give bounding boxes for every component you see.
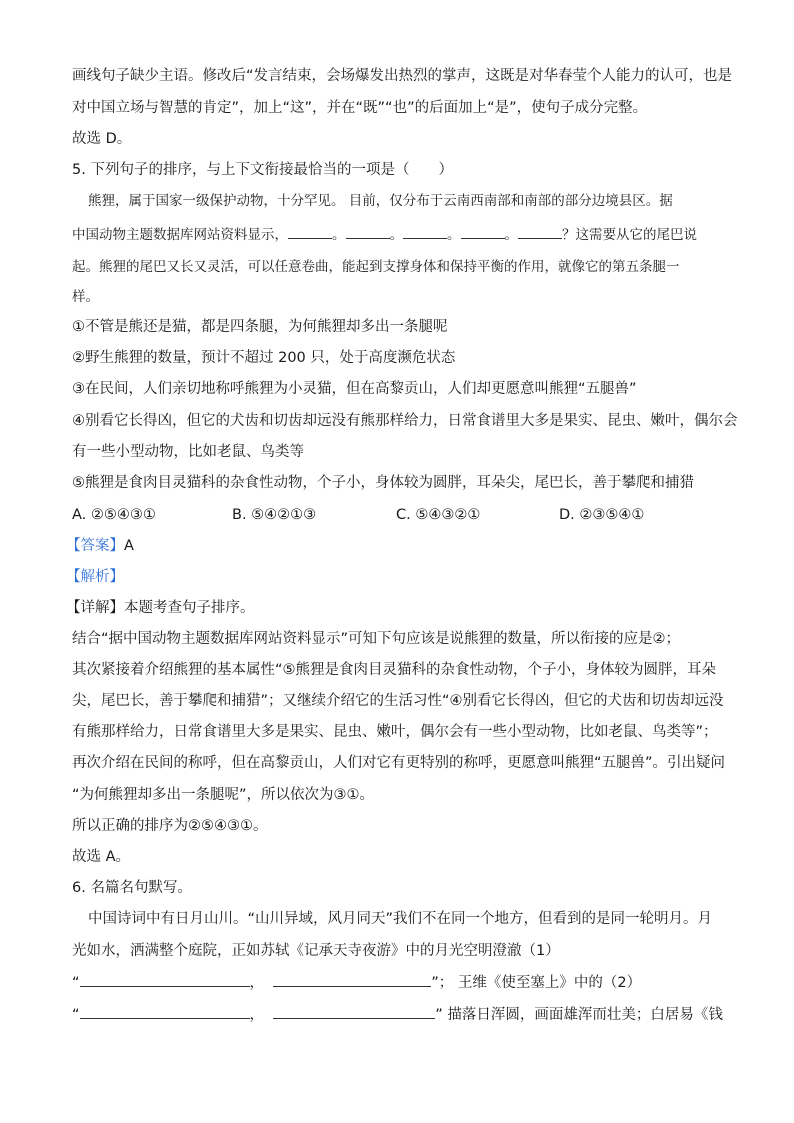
sentence-3: ③在民间，人们亲切地称呼熊狸为小灵猫，但在高黎贡山，人们却更愿意叫熊狸“五腿兽”: [72, 381, 637, 397]
blank-2-2: [273, 1004, 435, 1019]
detail-tag: 【详解】: [66, 600, 124, 616]
answer-line: [66, 536, 134, 556]
quote-mark: “: [72, 1007, 80, 1023]
explain-line-1: 结合“据中国动物主题数据库网站资料显示”可知下句应该是说熊狸的数量，所以衔接的应是②；: [72, 631, 681, 647]
separator: 。: [447, 227, 461, 243]
comma: ，: [249, 1007, 265, 1023]
intro-line-2: 对中国立场与智慧的肯定”，加上“这”，并在“既”“也”的后面加上“是”，使句子成分完整。: [72, 100, 648, 116]
explain-conclusion: 故选 A。: [72, 849, 131, 865]
q6-stem: 6. 名篇名句默写。: [72, 880, 192, 896]
blank-1: [288, 224, 332, 239]
passage-text: 中国动物主题数据库网站资料显示，: [72, 227, 288, 243]
explain-line-7: 所以正确的排序为②⑤④③①。: [72, 818, 268, 834]
detail-line: [66, 598, 255, 618]
detail-text: 本题考查句子排序。: [124, 600, 255, 616]
quote-mark: “: [72, 975, 80, 991]
option-c: C. ⑤④③②①: [396, 507, 481, 523]
separator: 。: [389, 227, 403, 243]
fill-row-1: [72, 972, 641, 993]
passage-line-1: 熊狸，属于国家一级保护动物，十分罕见。 目前，仅分布于云南西南部和南部的部分边境县区。据: [88, 193, 673, 209]
blank-2: [346, 224, 390, 239]
separator: 。: [504, 227, 518, 243]
explain-line-5: 再次介绍在民间的称呼，但在高黎贡山，人们对它有更特别的称呼，更愿意叫熊狸“五腿兽”。引出疑问: [72, 755, 726, 771]
intro-conclusion: 故选 D。: [72, 131, 132, 147]
fill-row-text: 描落日浑圆，画面雄浑而壮美；白居易《钱: [447, 1007, 723, 1023]
option-b: B. ⑤④②①③: [232, 507, 317, 523]
q5-stem: 5. 下列句子的排序，与上下文衔接最恰当的一项是（ ）: [72, 162, 453, 178]
sentence-1: ①不管是熊还是猫，都是四条腿，为何熊狸却多出一条腿呢: [72, 319, 448, 335]
passage-line-4: 样。: [72, 289, 99, 305]
blank-3: [403, 224, 447, 239]
blank-2-1: [80, 1004, 250, 1019]
blank-4: [461, 224, 505, 239]
option-d: D. ②③⑤④①: [559, 507, 645, 523]
sentence-2: ②野生熊狸的数量，预计不超过 200 只，处于高度濒危状态: [72, 350, 456, 366]
passage-line-3: 起。熊狸的尾巴又长又灵活，可以任意卷曲，能起到支撑身体和保持平衡的作用，就像它的第五条腿一: [72, 259, 680, 275]
explain-line-3: 尖，尾巴长，善于攀爬和捕猎”；又继续介绍它的生活习性“④别看它长得凶，但它的犬齿和切齿却远没: [72, 693, 724, 709]
passage-line-2: [72, 224, 697, 245]
q6-para-line-2: 光如水，洒满整个庭院，正如苏轼《记承天寺夜游》中的月光空明澄澈（1）: [72, 943, 560, 959]
quote-mark: ”；: [431, 975, 454, 991]
quote-mark: ”: [435, 1007, 443, 1023]
blank-5: [518, 224, 562, 239]
fill-row-text: 王维《使至塞上》中的（2）: [457, 975, 642, 991]
fill-row-2: [72, 1004, 723, 1025]
analysis-tag: 【解析】: [66, 569, 124, 585]
sentence-4-line-2: 有一些小型动物，比如老鼠、鸟类等: [72, 444, 304, 460]
blank-1-2: [273, 972, 431, 987]
explain-line-6: “为何熊狸却多出一条腿呢”，所以依次为③①。: [72, 787, 375, 803]
comma: ，: [249, 975, 265, 991]
passage-text: ？这需要从它的尾巴说: [562, 227, 697, 243]
answer-value: A: [124, 538, 134, 554]
blank-1-1: [80, 972, 250, 987]
explain-line-2: 其次紧接着介绍熊狸的基本属性“⑤熊狸是食肉目灵猫科的杂食性动物，个子小，身体较为圆胖，耳朵: [72, 662, 717, 678]
sentence-4-line-1: ④别看它长得凶，但它的犬齿和切齿却远没有熊那样给力，日常食谱里大多是果实、昆虫、嫩叶，偶尔会: [72, 413, 738, 429]
sentence-5: ⑤熊狸是食肉目灵猫科的杂食性动物，个子小，身体较为圆胖，耳朵尖，尾巴长，善于攀爬和捕猎: [72, 475, 694, 491]
q6-para-line-1: 中国诗词中有日月山川。“山川异域，风月同天”我们不在同一个地方，但看到的是同一轮明月。月: [88, 911, 713, 927]
answer-tag: 【答案】: [66, 538, 124, 554]
option-a: A. ②⑤④③①: [72, 507, 156, 523]
intro-line-1: 画线句子缺少主语。修改后“发言结束，会场爆发出热烈的掌声，这既是对华春莹个人能力的认可，也是: [72, 68, 733, 84]
explain-line-4: 有熊那样给力，日常食谱里大多是果实、昆虫、嫩叶，偶尔会有一些小型动物，比如老鼠、鸟类等”；: [72, 724, 718, 740]
separator: 。: [332, 227, 346, 243]
